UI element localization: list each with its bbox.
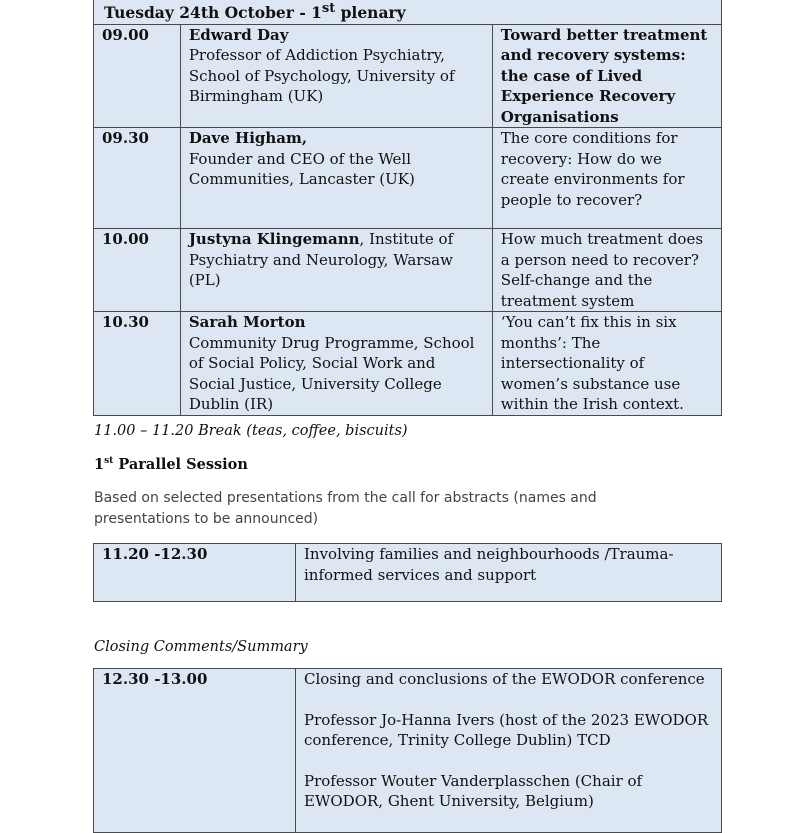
plenary-header: Tuesday 24th October - 1st plenary [94, 0, 722, 24]
speaker-cell [180, 128, 492, 229]
closing-heading: Closing Comments/Summary [94, 639, 308, 655]
speaker-affiliation: Professor of Addiction Psychiatry, School of Psychology, University of Birmingham (UK) [188, 46, 455, 106]
speaker-affiliation: Community Drug Programme, School of Social Policy, Social Work and Social Justice, University College Dublin (IR) [188, 333, 475, 414]
speaker-cell [180, 229, 492, 312]
time-cell: 09.00 [94, 24, 181, 128]
talk-title: ‘You can’t fix this in six months’: The intersectionality of women’s substance use within the Irish context. [492, 312, 721, 416]
plenary-table [93, 0, 722, 416]
talk-title: Toward better treatment and recovery systems: the case of Lived Experience Recovery Organisations [492, 24, 721, 128]
speaker-affiliation: Founder and CEO of the Well Communities, Lancaster (UK) [188, 149, 415, 189]
speaker-name: Edward Day [188, 25, 289, 44]
talk-title: How much treatment does a person need to recover? Self-change and the treatment system [492, 229, 721, 312]
time-cell: 10.30 [94, 312, 181, 416]
speaker-name: Dave Higham, [188, 129, 308, 148]
session-note: Based on selected presentations from the call for abstracts (names and presentations to be announced) [94, 490, 597, 527]
closing-cell [296, 669, 722, 833]
speaker-name: Justyna Klingemann [188, 230, 360, 249]
closing-line: Professor Jo-Hanna Ivers (host of the 2023 EWODOR conference, Trinity College Dublin) TCD [304, 710, 709, 749]
session-heading: 1st Parallel Session [94, 456, 248, 473]
talk-title: The core conditions for recovery: How do we create environments for people to recover? [492, 128, 721, 229]
speaker-cell [180, 24, 492, 128]
speaker-affiliation: , Institute of Psychiatry and Neurology, Warsaw (PL) [188, 230, 454, 290]
break-note: 11.00 – 11.20 Break (teas, coffee, biscuits) [94, 423, 408, 439]
closing-line: Professor Wouter Vanderplasschen (Chair of EWODOR, Ghent University, Belgium) [304, 771, 643, 810]
table-row [94, 229, 722, 312]
table-row [94, 544, 722, 602]
session-title: Involving families and neighbourhoods /Trauma-informed services and support [296, 544, 722, 602]
closing-line: Closing and conclusions of the EWODOR conference [304, 670, 705, 688]
time-cell: 10.00 [94, 229, 181, 312]
table-row [94, 669, 722, 833]
parallel-table [93, 543, 722, 602]
closing-table [93, 668, 722, 833]
table-row [94, 128, 722, 229]
table-row [94, 312, 722, 416]
time-cell: 09.30 [94, 128, 181, 229]
table-row [94, 24, 722, 128]
time-cell: 11.20 -12.30 [94, 544, 296, 602]
speaker-name: Sarah Morton [188, 313, 306, 332]
speaker-cell [180, 312, 492, 416]
time-cell: 12.30 -13.00 [94, 669, 296, 833]
